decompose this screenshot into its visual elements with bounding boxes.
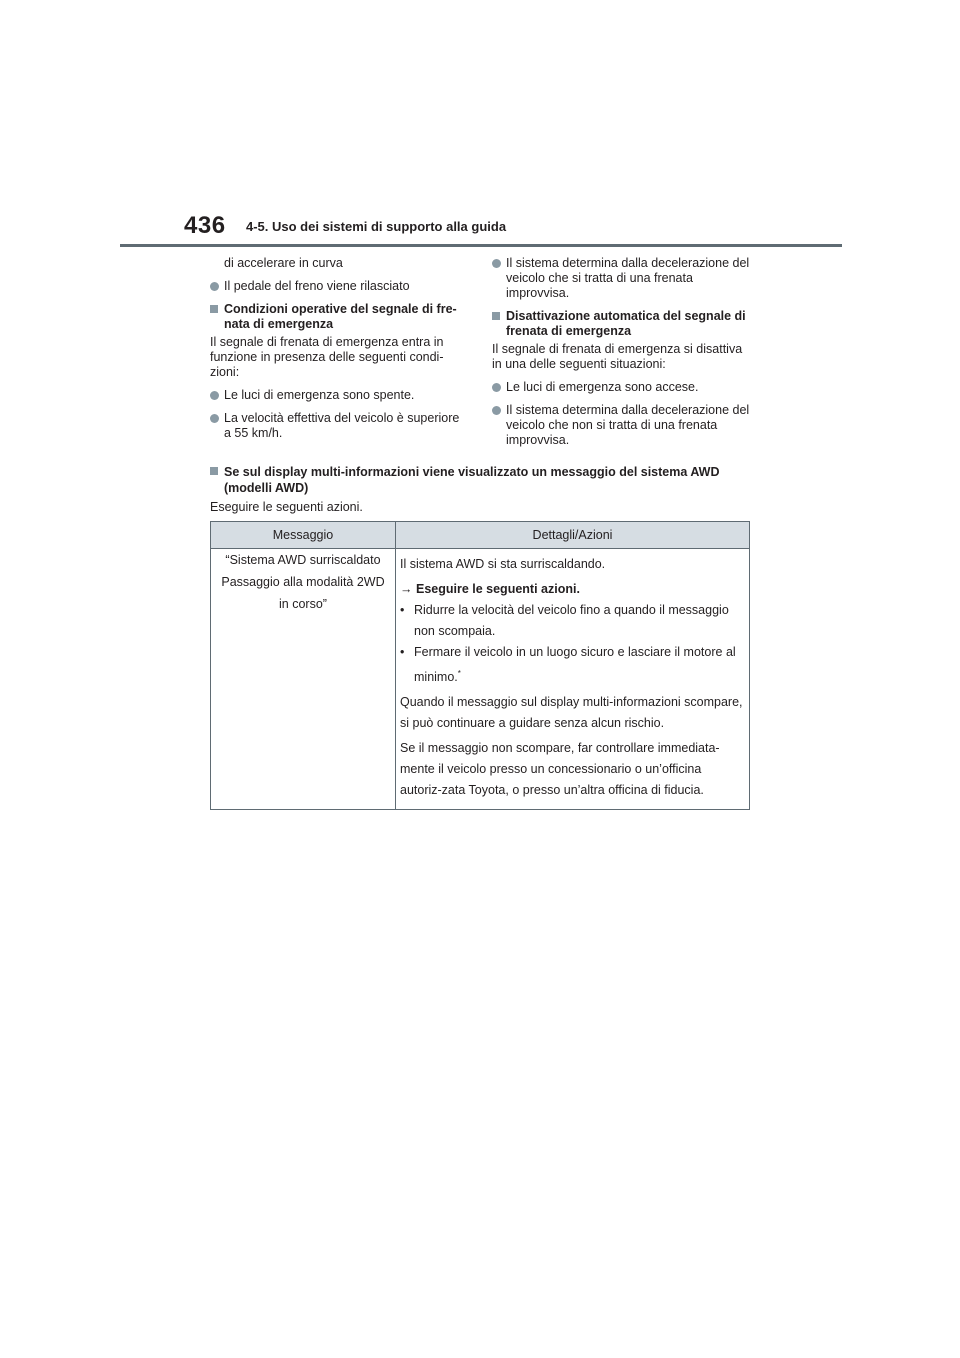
detail-para-disappears: Quando il messaggio sul display multi-informazioni scompare, si può continuare a guidare senza alcun rischio.	[400, 695, 743, 731]
intro-operating-conditions: Il segnale di frenata di emergenza entra in funzione in presenza delle seguenti condi-zioni:	[210, 335, 444, 379]
bullet-hazard-off: Le luci di emergenza sono spente.	[210, 388, 466, 403]
action-heading-text: Eseguire le seguenti azioni.	[415, 582, 580, 596]
message-line: “Sistema AWD surriscaldato	[225, 553, 381, 567]
bullet-hazard-on: Le luci di emergenza sono accese.	[492, 380, 750, 395]
action-item	[400, 642, 745, 688]
detail-overheating: Il sistema AWD si sta surriscaldando.	[400, 557, 606, 571]
col-header-message: Messaggio	[211, 522, 396, 549]
heading-auto-deactivation: Disattivazione automatica del segnale di frenata di emergenza	[492, 309, 750, 339]
heading-operating-conditions: Condizioni operative del segnale di fre-nata di emergenza	[210, 302, 466, 332]
table-header-row	[211, 522, 750, 549]
intro-auto-deactivation: Il segnale di frenata di emergenza si disattiva in una delle seguenti situazioni:	[492, 342, 743, 371]
message-line: in corso”	[279, 597, 327, 611]
action-text: Fermare il veicolo in un luogo sicuro e lasciare il motore al minimo.	[414, 645, 736, 685]
action-item	[400, 600, 745, 642]
message-line: Passaggio alla modalità 2WD	[221, 575, 385, 589]
footnote-mark: *	[457, 669, 461, 678]
bullet-not-sudden: Il sistema determina dalla decelerazione del veicolo che non si tratta di una frenata improvvisa.	[492, 403, 750, 448]
arrow-icon: →	[400, 582, 413, 596]
header-rule	[120, 244, 842, 247]
detail-para-not-disappears: Se il messaggio non scompare, far controllare immediata-mente il veicolo presso un concessionario o un’officina autoriz-zata Toyota, o presso un’altra officina di fiducia.	[400, 741, 720, 798]
continuation-text: di accelerare in curva	[224, 256, 343, 270]
bullet-dot-icon: •	[400, 603, 405, 617]
bullet-dot-icon: •	[400, 645, 405, 659]
bullet-speed: La velocità effettiva del veicolo è superiore a 55 km/h.	[210, 411, 466, 441]
left-column	[210, 256, 466, 449]
bullet-pedal: Il pedale del freno viene rilasciato	[210, 279, 466, 294]
col-header-details: Dettagli/Azioni	[396, 522, 750, 549]
section-title: 4-5. Uso dei sistemi di supporto alla guida	[246, 219, 507, 234]
details-cell	[396, 549, 750, 810]
bullet-sudden-braking: Il sistema determina dalla decelerazione del veicolo che si tratta di una frenata improvvisa.	[492, 256, 750, 301]
right-column	[492, 256, 750, 456]
awd-section	[210, 464, 750, 523]
awd-intro: Eseguire le seguenti azioni.	[210, 500, 363, 514]
heading-awd-message: Se sul display multi-informazioni viene visualizzato un messaggio del sistema AWD (modelli AWD)	[210, 464, 750, 496]
page-number: 436	[184, 212, 226, 239]
awd-message-table	[210, 521, 750, 810]
message-cell	[211, 549, 396, 810]
action-text: Ridurre la velocità del veicolo fino a quando il messaggio non scompaia.	[414, 603, 729, 638]
table-row	[211, 549, 750, 810]
action-heading	[400, 579, 745, 600]
